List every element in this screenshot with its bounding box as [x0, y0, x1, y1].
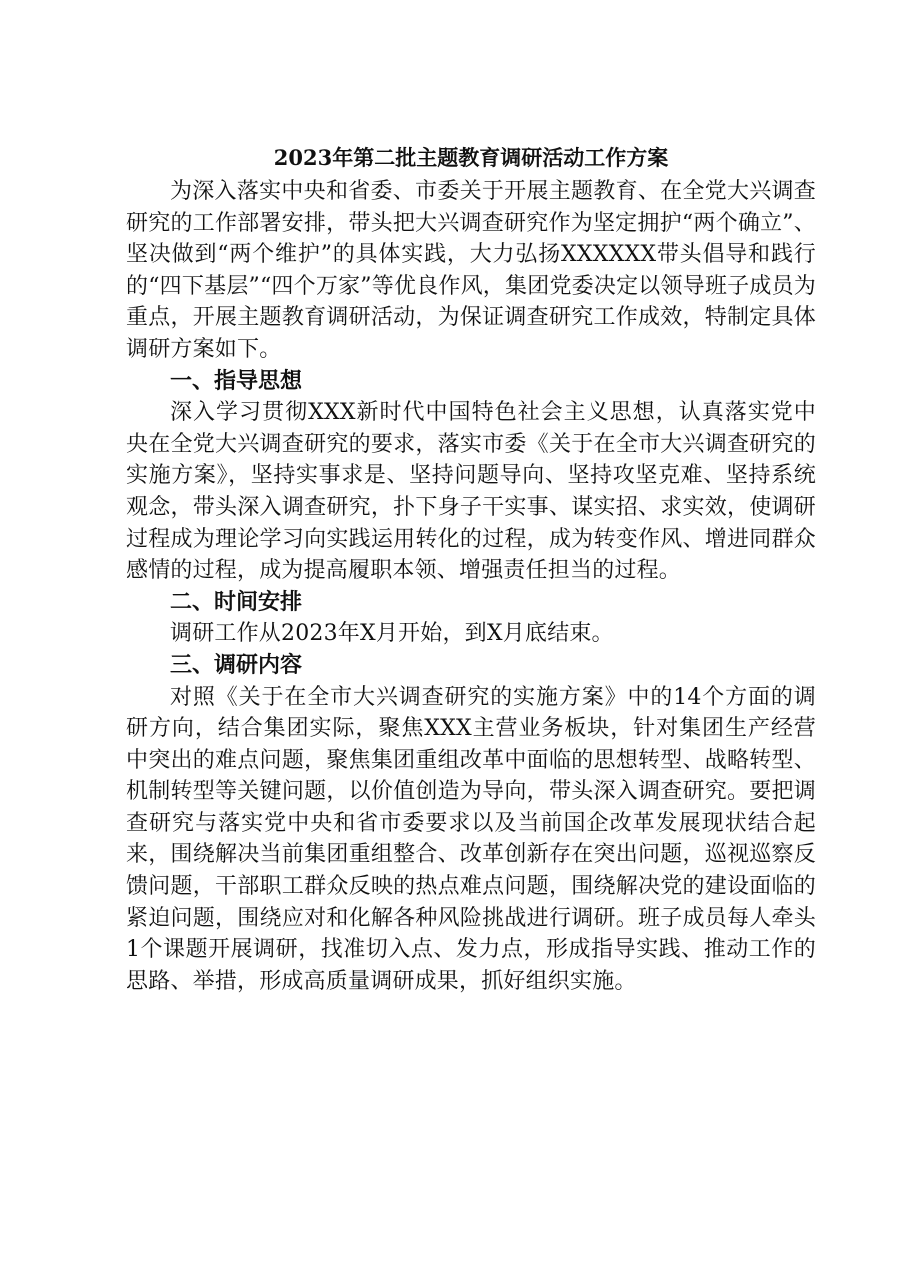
section-body-guiding-ideology: 深入学习贯彻XXX新时代中国特色社会主义思想，认真落实党中央在全党大兴调查研究的要求，落实市委《关于在全市大兴调查研究的实施方案》，坚持实事求是、坚持问题导向、坚持攻坚克难、坚持系统观念，带头深入调查研究，扑下身子干实事、谋实招、求实效，使调研过程成为理论学习向实践运用转化的过程，成为转变作风、增进同群众感情的过程，成为提高履职本领、增强责任担当的过程。 — [126, 400, 816, 584]
document-title: 2023年第二批主题教育调研活动工作方案 — [273, 145, 669, 170]
section-heading-research-content: 三、调研内容 — [170, 652, 303, 678]
section-heading-guiding-ideology: 一、指导思想 — [170, 368, 303, 394]
section-body-schedule: 调研工作从2023年X月开始，到X月底结束。 — [170, 621, 614, 647]
intro-paragraph: 为深入落实中央和省委、市委关于开展主题教育、在全党大兴调查研究的工作部署安排，带头把大兴调查研究作为坚定拥护“两个确立”、坚决做到“两个维护”的具体实践，大力弘扬XXXXXX带头倡导和践行的“四下基层”“四个万家”等优良作风，集团党委决定以领导班子成员为重点，开展主题教育调研活动，为保证调查研究工作成效，特制定具体调研方案如下。 — [126, 179, 816, 362]
document-page — [126, 140, 816, 997]
section-heading-schedule: 二、时间安排 — [170, 589, 303, 615]
section-body-research-content: 对照《关于在全市大兴调查研究的实施方案》中的14个方面的调研方向，结合集团实际，聚焦XXX主营业务板块，针对集团生产经营中突出的难点问题，聚焦集团重组改革中面临的思想转型、战略转型、机制转型等关键问题，以价值创造为导向，带头深入调查研究。要把调查研究与落实党中央和省市委要求以及当前国企改革发展现状结合起来，围绕解决当前集团重组整合、改革创新存在突出问题，巡视巡察反馈问题，干部职工群众反映的热点难点问题，围绕解决党的建设面临的紧迫问题，围绕应对和化解各种风险挑战进行调研。班子成员每人牵头1个课题开展调研，找准切入点、发力点，形成指导实践、推动工作的思路、举措，形成高质量调研成果，抓好组织实施。 — [126, 684, 816, 994]
